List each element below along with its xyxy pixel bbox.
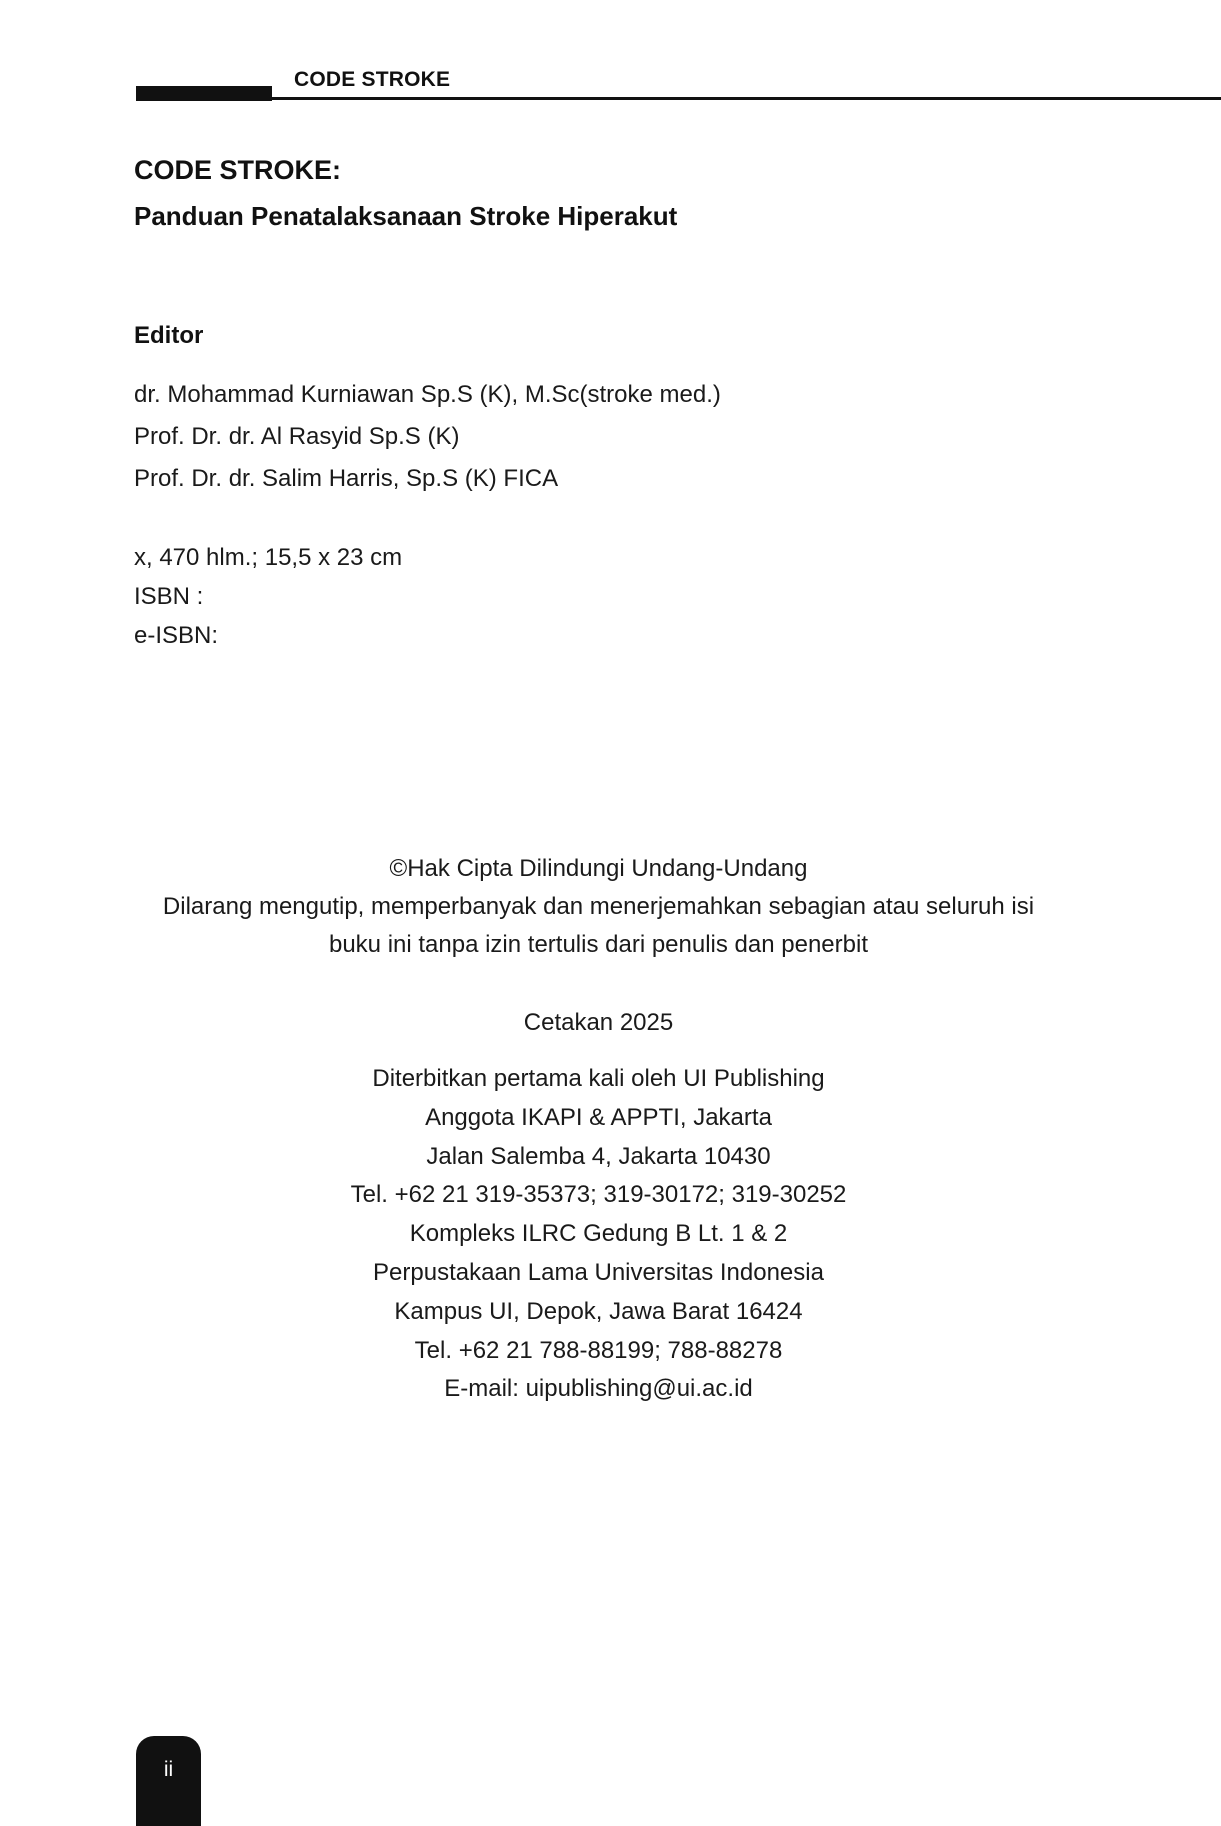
book-subtitle: Panduan Penatalaksanaan Stroke Hiperakut — [134, 201, 678, 231]
eisbn-line: e-ISBN: — [134, 622, 219, 649]
running-header-title: CODE STROKE — [294, 68, 451, 91]
header-rule — [272, 97, 1221, 100]
publisher-line: Perpustakaan Lama Universitas Indonesia — [373, 1258, 824, 1286]
isbn-line: ISBN : — [134, 583, 204, 610]
copyright-line: buku ini tanpa izin tertulis dari penulis dan penerbit — [328, 931, 868, 958]
copyright-line: Dilarang mengutip, memperbanyak dan menerjemahkan sebagian atau seluruh isi — [162, 893, 1035, 920]
book-title-block — [134, 152, 677, 234]
publisher-line: Jalan Salemba 4, Jakarta 10430 — [426, 1142, 771, 1170]
copyright-notice — [0, 850, 1197, 964]
editor-name: Prof. Dr. dr. Al Rasyid Sp.S (K) — [134, 423, 460, 450]
page-number-tab — [136, 1736, 201, 1826]
running-header — [136, 68, 1221, 102]
page-count-dimensions: x, 470 hlm.; 15,5 x 23 cm — [134, 544, 403, 571]
edition-line: Cetakan 2025 — [523, 1009, 674, 1036]
publisher-line: Anggota IKAPI & APPTI, Jakarta — [425, 1103, 772, 1131]
publisher-line: Tel. +62 21 788-88199; 788-88278 — [414, 1336, 783, 1364]
publisher-line: Kompleks ILRC Gedung B Lt. 1 & 2 — [409, 1220, 788, 1248]
editor-name: Prof. Dr. dr. Salim Harris, Sp.S (K) FICA — [134, 465, 559, 492]
publisher-line: Tel. +62 21 319-35373; 319-30172; 319-30252 — [350, 1181, 847, 1209]
copyright-line: ©Hak Cipta Dilindungi Undang-Undang — [389, 855, 808, 882]
publisher-email: E-mail: uipublishing@ui.ac.id — [444, 1375, 753, 1403]
publisher-info — [0, 1060, 1197, 1409]
header-thick-bar — [136, 86, 272, 101]
book-details — [134, 538, 402, 655]
editor-block — [134, 320, 721, 500]
page-number: ii — [163, 1758, 174, 1781]
publisher-line: Diterbitkan pertama kali oleh UI Publishing — [372, 1065, 825, 1092]
publisher-line: Kampus UI, Depok, Jawa Barat 16424 — [394, 1297, 803, 1325]
editor-list — [134, 374, 721, 500]
editor-name: dr. Mohammad Kurniawan Sp.S (K), M.Sc(stroke med.) — [134, 381, 721, 408]
editor-heading: Editor — [134, 322, 204, 349]
book-title: CODE STROKE: — [134, 155, 342, 185]
